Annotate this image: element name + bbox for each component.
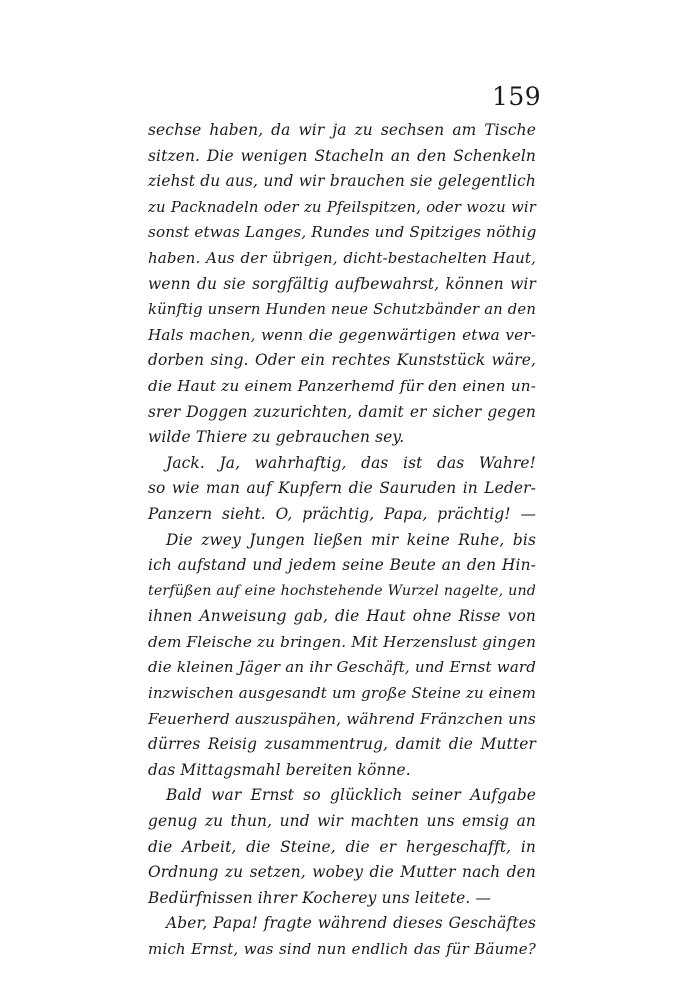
text-line: die kleinen Jäger an ihr Geschäft, und Ernst ward	[148, 658, 536, 677]
text-line: sitzen. Die wenigen Stacheln an den Schenkeln	[148, 146, 536, 165]
text-line: das Mittagsmahl bereiten könne.	[148, 760, 411, 779]
text-line: zu Packnadeln oder zu Pfeilspitzen, oder wozu wir	[148, 198, 536, 216]
text-line: ziehst du aus, und wir brauchen sie gelegentlich	[148, 172, 536, 191]
text-line: Feuerherd auszuspähen, während Fränzchen uns	[148, 709, 536, 728]
text-line: Bald war Ernst so glücklich seiner Aufgabe	[166, 786, 536, 805]
text-line: dorben sing. Oder ein rechtes Kunststück wäre,	[148, 351, 536, 370]
text-line: Ordnung zu setzen, wobey die Mutter nach den	[148, 863, 536, 882]
text-line: inzwischen ausgesandt um große Steine zu einem	[148, 684, 536, 703]
text-line: die Arbeit, die Steine, die er hergeschafft, in	[148, 837, 536, 856]
text-line: Bedürfnissen ihrer Kocherey uns leitete. —	[148, 888, 491, 907]
text-line: ihnen Anweisung gab, die Haut ohne Risse von	[148, 607, 536, 626]
text-line: sonst etwas Langes, Rundes und Spitziges nöthig	[148, 223, 537, 242]
text-line: genug zu thun, und wir machten uns emsig an	[148, 812, 536, 831]
text-line: so wie man auf Kupfern die Sauruden in Leder-	[148, 479, 536, 498]
text-line: sechse haben, da wir ja zu sechsen am Tische	[148, 121, 536, 139]
text-line: wilde Thiere zu gebrauchen sey.	[148, 428, 405, 447]
text-line: ich aufstand und jedem seine Beute an den Hin-	[148, 556, 536, 575]
text-line: srer Doggen zuzurichten, damit er sicher gegen	[148, 402, 536, 421]
text-line: haben. Aus der übrigen, dicht-bestachelten Haut,	[148, 248, 536, 267]
text-line: Jack. Ja, wahrhaftig, das ist das Wahre!	[166, 453, 536, 472]
text-line: terfüßen auf eine hochstehende Wurzel nagelte, und	[148, 582, 536, 599]
text-line: Die zwey Jungen ließen mir keine Ruhe, bis	[166, 530, 536, 549]
text-line: künftig unsern Hunden neue Schutzbänder an den	[148, 301, 536, 319]
text-line: Panzern sieht. O, prächtig, Papa, prächtig! —	[148, 504, 536, 523]
text-line: Aber, Papa! fragte während dieses Geschäftes	[166, 914, 536, 933]
text-line: mich Ernst, was sind nun endlich das für Bäume?	[148, 940, 536, 958]
text-line: Hals machen, wenn die gegenwärtigen etwa ver-	[148, 325, 536, 344]
page-number: 159	[492, 82, 542, 111]
text-line: wenn du sie sorgfältig aufbewahrst, können wir	[148, 274, 536, 293]
body-text	[148, 118, 536, 963]
text-line: dem Fleische zu bringen. Mit Herzenslust gingen	[148, 632, 537, 651]
text-line: dürres Reisig zusammentrug, damit die Mutter	[148, 735, 536, 754]
text-line: die Haut zu einem Panzerhemd für den einen un-	[148, 376, 536, 395]
